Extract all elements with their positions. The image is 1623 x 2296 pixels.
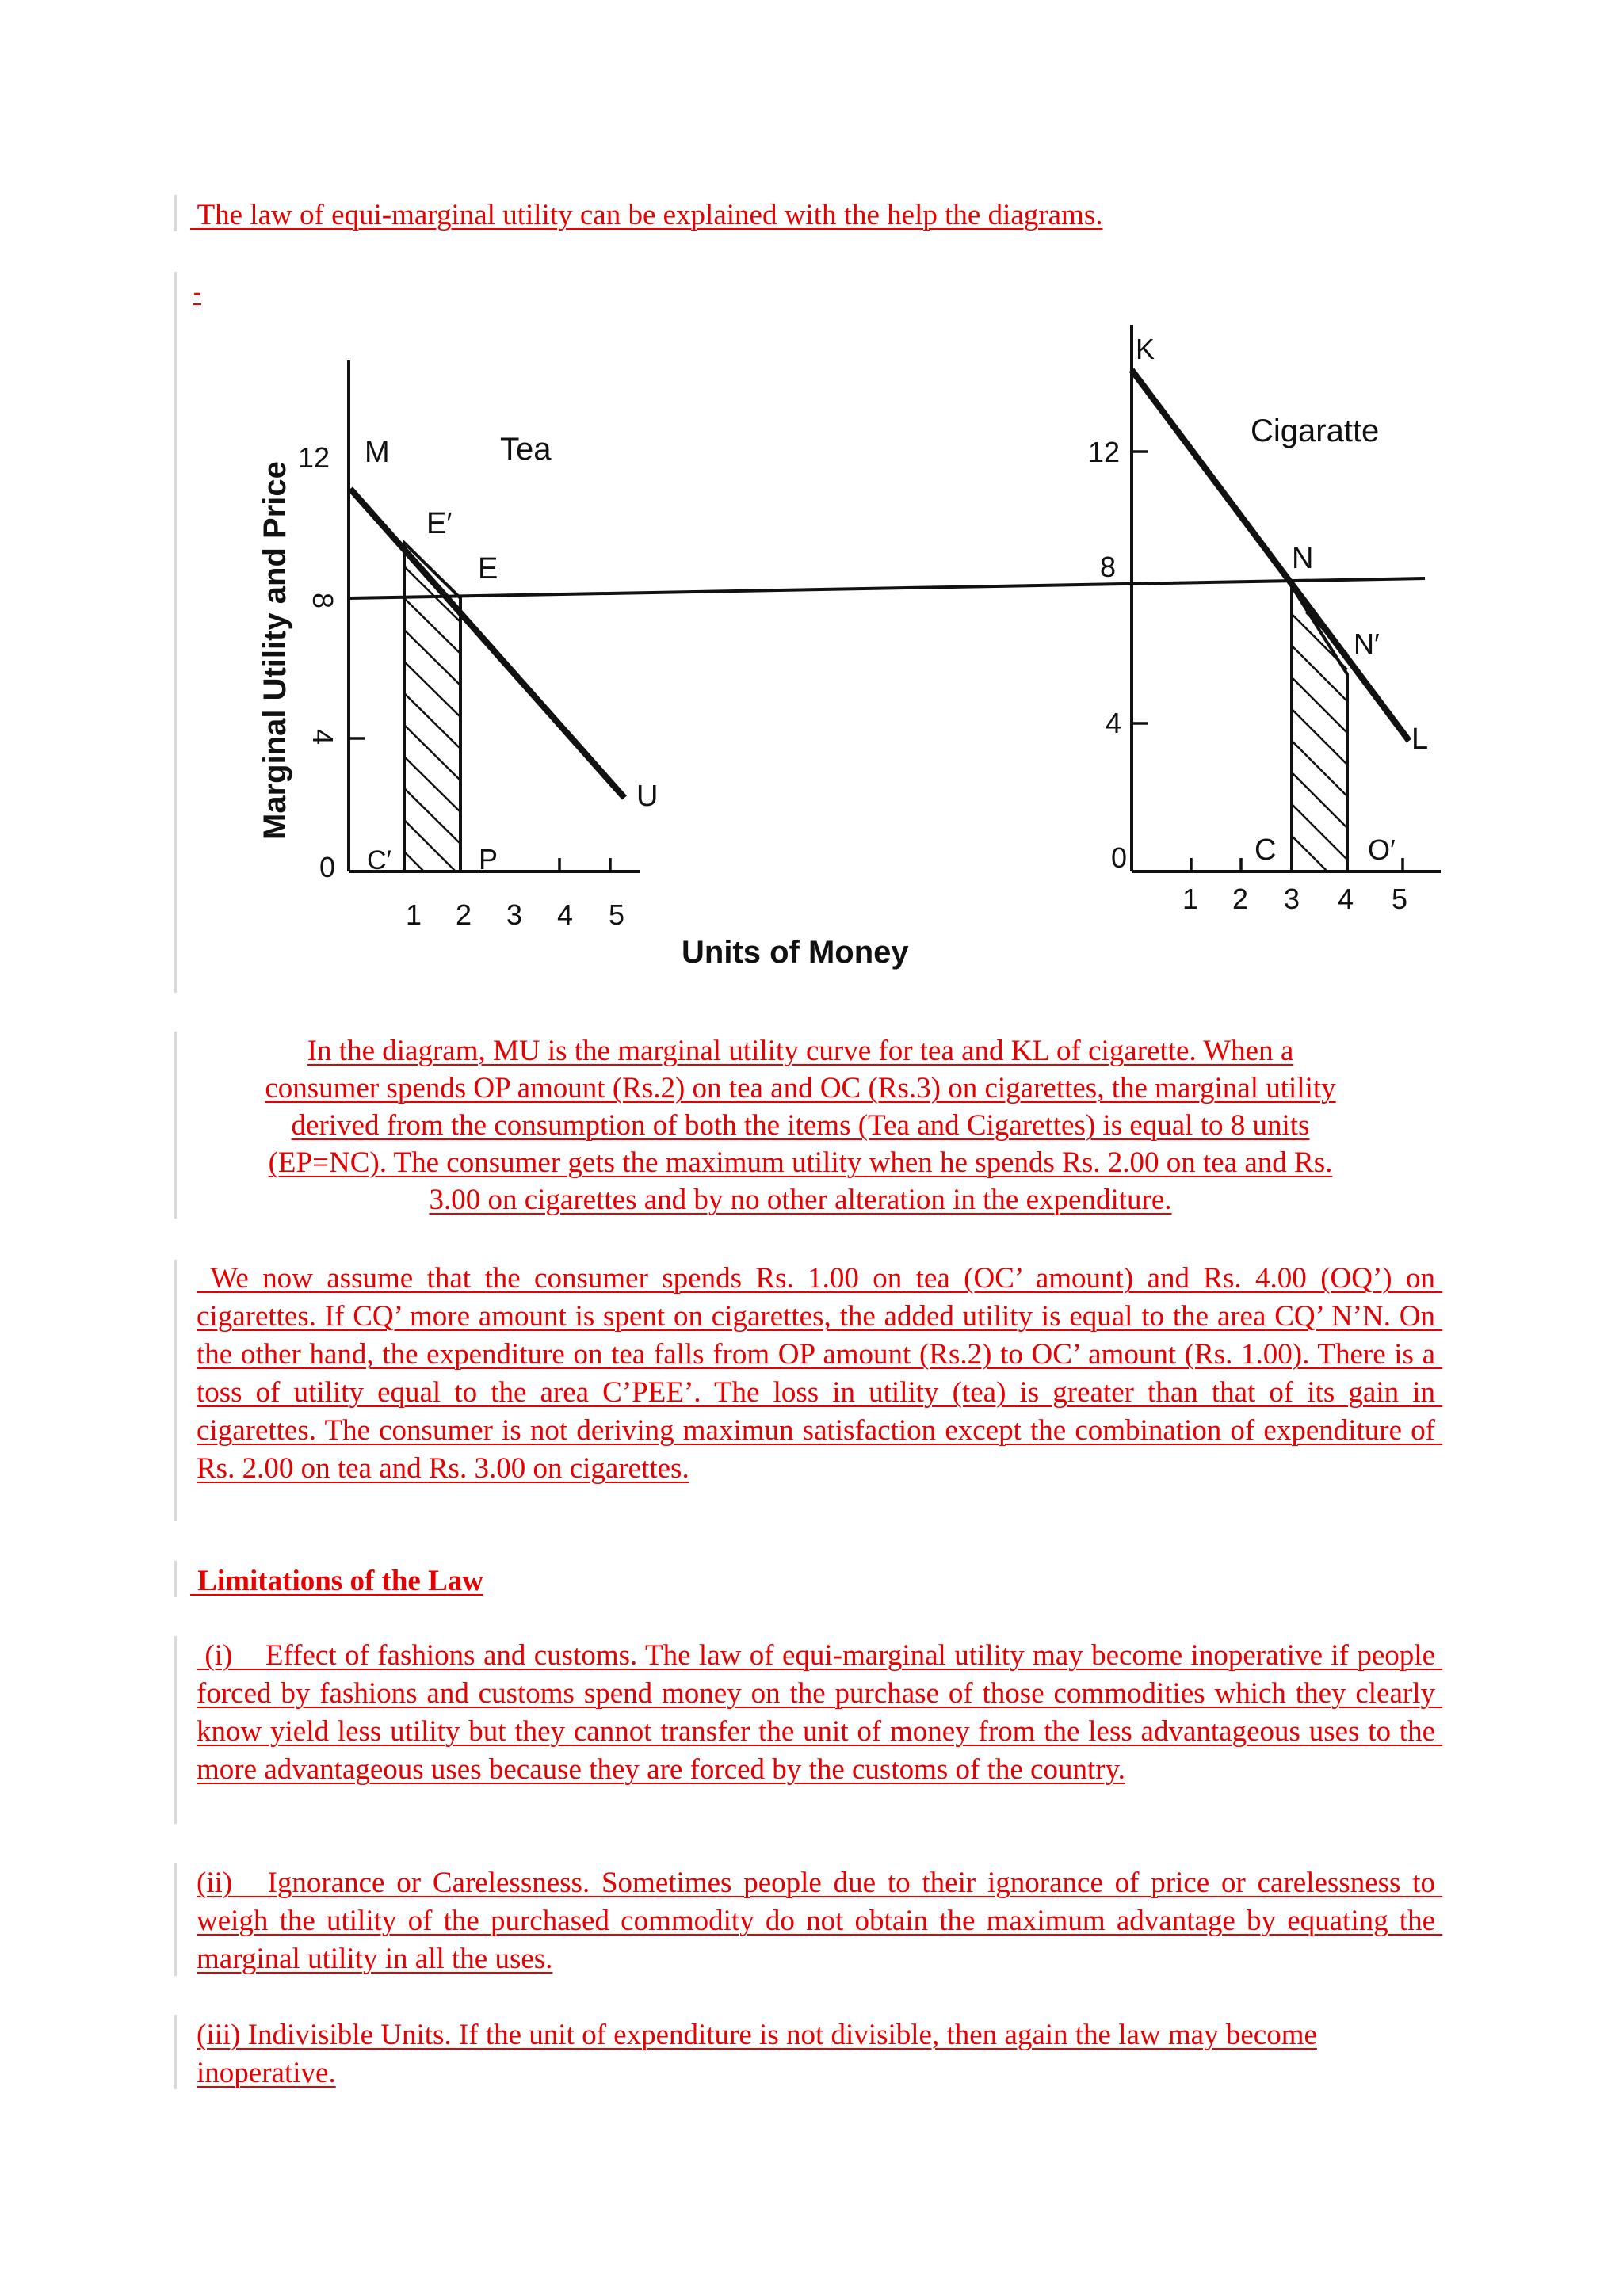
- tea-panel-title: Tea: [500, 432, 552, 467]
- point-label-K: K: [1136, 333, 1155, 365]
- limitations-heading: Limitations of the Law: [190, 1565, 483, 1597]
- tea-y-tick-label-8: 8: [307, 593, 339, 609]
- tea-y-tick-label-4: 4: [307, 729, 339, 746]
- cig-x-tick-label-5: 5: [1392, 883, 1408, 915]
- margin-bar: [174, 1561, 177, 1597]
- explanation-line: 3.00 on cigarettes and by no other alteration in the expenditure.: [429, 1184, 1172, 1216]
- margin-bar: [174, 1260, 177, 1521]
- cig-y-tick-label-12: 12: [1088, 436, 1121, 468]
- cig-x-tick-label-1: 1: [1182, 883, 1199, 915]
- tea-y-tick-label-0: 0: [319, 851, 336, 883]
- point-label-N-prime: N′: [1354, 627, 1380, 660]
- margin-bar: [174, 1032, 177, 1219]
- point-label-C: C: [1254, 833, 1277, 867]
- point-label-P: P: [479, 843, 498, 875]
- tea-x-tick-label-4: 4: [557, 898, 574, 931]
- point-label-E: E: [478, 552, 498, 585]
- point-label-E-prime: E′: [426, 507, 453, 540]
- margin-bar: [174, 1636, 177, 1824]
- price-line-8: [349, 578, 1425, 598]
- tea-x-tick-label-1: 1: [406, 898, 422, 931]
- point-label-N: N: [1292, 542, 1314, 575]
- tea-y-tick-label-12: 12: [298, 441, 330, 474]
- intro-sentence: The law of equi-marginal utility can be explained with the help the diagrams.: [190, 199, 1103, 231]
- limitation-item-iii: (iii) Indivisible Units. If the unit of expenditure is not divisible, then again the law may become inoperative.: [197, 2019, 1317, 2089]
- cig-x-tick-label-3: 3: [1284, 883, 1300, 915]
- margin-bar: [174, 272, 177, 993]
- point-label-M: M: [365, 436, 390, 469]
- tea-loss-area: [404, 543, 460, 871]
- tea-x-tick-label-5: 5: [609, 898, 625, 931]
- explanation-line: consumer spends OP amount (Rs.2) on tea and OC (Rs.3) on cigarettes, the marginal utility: [265, 1072, 1336, 1104]
- cig-y-tick-label-4: 4: [1106, 707, 1122, 739]
- point-label-O-prime: O′: [1368, 833, 1396, 866]
- cig-x-tick-label-2: 2: [1232, 883, 1249, 915]
- tea-mu-curve: [350, 489, 624, 798]
- equi-marginal-diagram: [197, 313, 1465, 994]
- cig-panel-title: Cigaratte: [1251, 414, 1380, 448]
- cig-gain-area: [1292, 586, 1347, 871]
- point-label-U: U: [636, 780, 659, 813]
- explanation-line: (EP=NC). The consumer gets the maximum utility when he spends Rs. 2.00 on tea and Rs.: [268, 1146, 1333, 1179]
- point-label-C-prime: C′: [367, 845, 391, 875]
- tea-x-tick-label-3: 3: [506, 898, 523, 931]
- y-axis-title: Marginal Utility and Price: [258, 461, 292, 840]
- margin-bar: [174, 2015, 177, 2089]
- x-axis-title: Units of Money: [682, 935, 909, 970]
- limitation-item-ii: (ii) Ignorance or Carelessness. Sometimes people due to their ignorance of price or carelessness to weigh the utility of the purchased commodity do not obtain the maximum advantage by equating the marginal utility in all the uses.: [197, 1867, 1443, 1975]
- cig-y-tick-label-0: 0: [1111, 841, 1128, 874]
- limitation-item-i: (i) Effect of fashions and customs. The law of equi-marginal utility may become inoperative if people forced by fashions and customs spend money on the purchase of those commodities which they clearly know yield less utility but they cannot transfer the unit of money from the less advantageous uses to the more advantageous uses because they are forced by the customs of the country.: [197, 1639, 1443, 1786]
- explanation-line: In the diagram, MU is the marginal utility curve for tea and KL of cigarette. When a: [307, 1035, 1294, 1067]
- margin-bar: [174, 1863, 177, 1976]
- point-label-L: L: [1411, 723, 1429, 756]
- explanation-line: derived from the consumption of both the items (Tea and Cigarettes) is equal to 8 units: [291, 1109, 1310, 1142]
- cig-x-tick-label-4: 4: [1338, 883, 1354, 915]
- stray-dash: -: [193, 279, 201, 305]
- cig-y-tick-label-8: 8: [1100, 551, 1117, 583]
- tea-x-tick-label-2: 2: [456, 898, 472, 931]
- assumption-paragraph: We now assume that the consumer spends Rs. 1.00 on tea (OC’ amount) and Rs. 4.00 (OQ’) on cigarettes. If CQ’ more amount is spent on cigarettes, the added utility is equal to the area CQ’ N’N. On the other hand, the expenditure on tea falls from OP amount (Rs.2) to OC’ amount (Rs. 1.00). There is a toss of utility equal to the area C’PEE’. The loss in utility (tea) is greater than that of its gain in cigarettes. The consumer is not deriving maximun satisfaction except the combination of expenditure of Rs. 2.00 on tea and Rs. 3.00 on cigarettes.: [197, 1262, 1443, 1485]
- tea-panel: [298, 360, 658, 931]
- margin-bar: [174, 195, 177, 231]
- cigarette-panel: [1088, 325, 1441, 915]
